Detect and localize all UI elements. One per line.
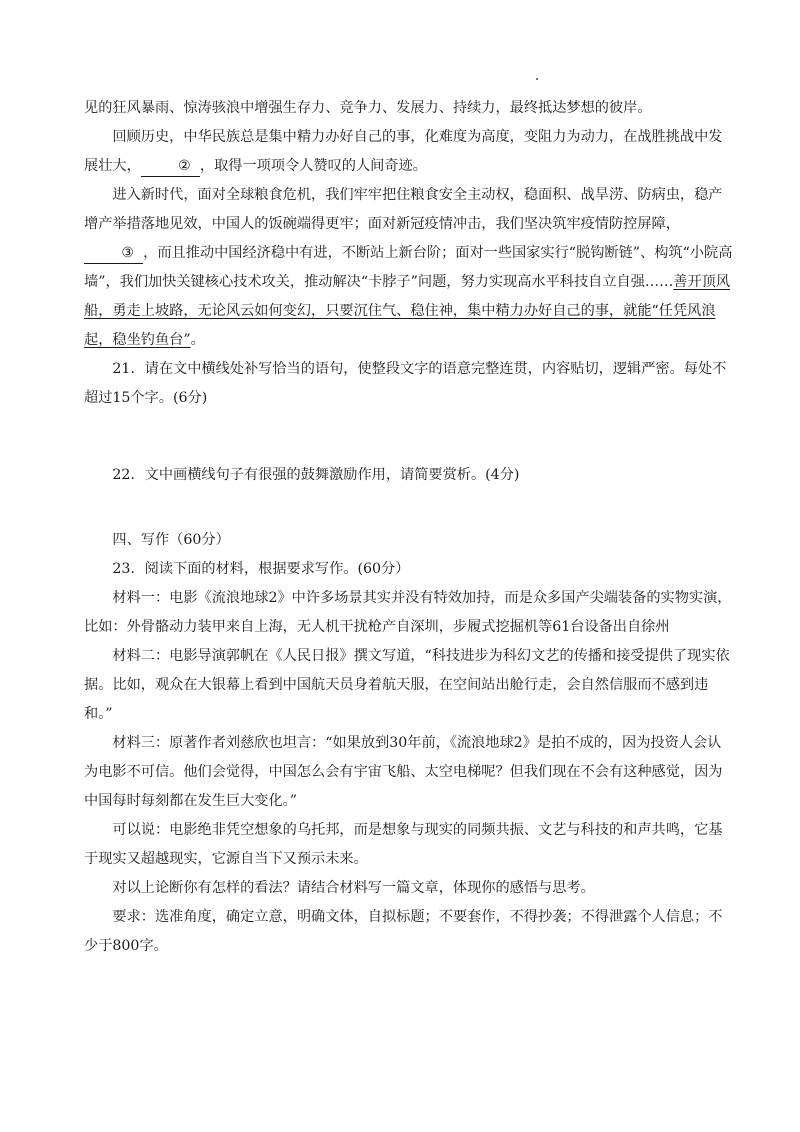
passage-paragraph-2 [84,181,734,355]
writing-prompt: 对以上论断你有怎样的看法？请结合材料写一篇文章，体现你的感悟与思考。 [112,880,595,896]
blank-3: ③ [84,243,143,264]
material-3: 材料三：原著作者刘慈欣也坦言：“如果放到30年前，《流浪地球2》是拍不成的，因为投资人会认为电影不可信。他们会觉得，中国怎么会有宇宙飞船、太空电梯呢？但我们现在不会有这种感觉，因为中国每时每刻都在发生巨大变化。” [84,735,723,809]
exam-content [84,94,734,961]
p1-text-after: ，取得一项项令人赞叹的人间奇迹。 [199,158,427,174]
p1-text-before: 回顾历史，中华民族总是集中精力办好自己的事，化难度为高度，变阻力为动力，在战胜挑战中发展壮大， [84,129,723,174]
underlined-sentence: 善开顶风船，勇走上坡路，无论风云如何变幻，只要沉住气、稳住神，集中精力办好自己的事，就能“任凭风浪起，稳坐钓鱼台” [84,274,731,348]
blank-2: ② [141,156,200,177]
material-2: 材料二：电影导演郭帆在《人民日报》撰文写道，“科技进步为科幻文艺的传播和接受提供了现实依据。比如，观众在大银幕上看到中国航天员身着航天服，在空间站出舱行走，会自然信服而不感到违和。” [84,648,730,722]
writing-requirements: 要求：选准角度，确定立意，明确文体，自拟标题；不要套作，不得抄袭；不得泄露个人信息；不少于800字。 [84,909,723,954]
p2-text-before: 进入新时代，面对全球粮食危机，我们牢牢把住粮食安全主动权，稳面积、战旱涝、防病虫，稳产增产举措落地见效，中国人的饭碗端得更牢；面对新冠疫情冲击，我们坚决筑牢疫情防控屏障， [84,187,723,232]
p2-text-mid: ，而且推动中国经济稳中有进，不断站上新台阶；面对一些国家实行“脱钩断链”、构筑“小院高墙”，我们加快关键核心技术攻关，推动解决“卡脖子”问题，努力实现高水平科技自立自强…… [84,245,733,290]
passage-paragraph-1 [84,123,734,181]
question-22: 22．文中画横线句子有很强的鼓舞激励作用，请简要赏析。(4分) [112,467,520,483]
material-1: 材料一：电影《流浪地球2》中许多场景其实并没有特效加持，而是众多国产尖端装备的实物实演，比如：外骨骼动力装甲来自上海，无人机干扰枪产自深圳，步履式挖掘机等61台设备出自徐州 [84,590,732,635]
question-23: 23．阅读下面的材料，根据要求写作。(60分） [112,561,410,577]
p2-text-end: 。 [190,332,205,348]
passage-paragraph-0: 见的狂风暴雨、惊涛骇浪中增强生存力、竞争力、发展力、持续力，最终抵达梦想的彼岸。 [84,100,652,116]
question-21: 21．请在文中横线处补写恰当的语句，使整段文字的语意完整连贯，内容贴切，逻辑严密。每处不超过15个字。(6分) [84,361,727,406]
scan-speck [536,78,538,80]
writing-section-title: 四、写作（60分） [112,532,230,548]
conclusion-statement: 可以说：电影绝非凭空想象的乌托邦，而是想象与现实的同频共振、文艺与科技的和声共鸣，它基于现实又超越现实，它源自当下又预示未来。 [84,822,723,867]
